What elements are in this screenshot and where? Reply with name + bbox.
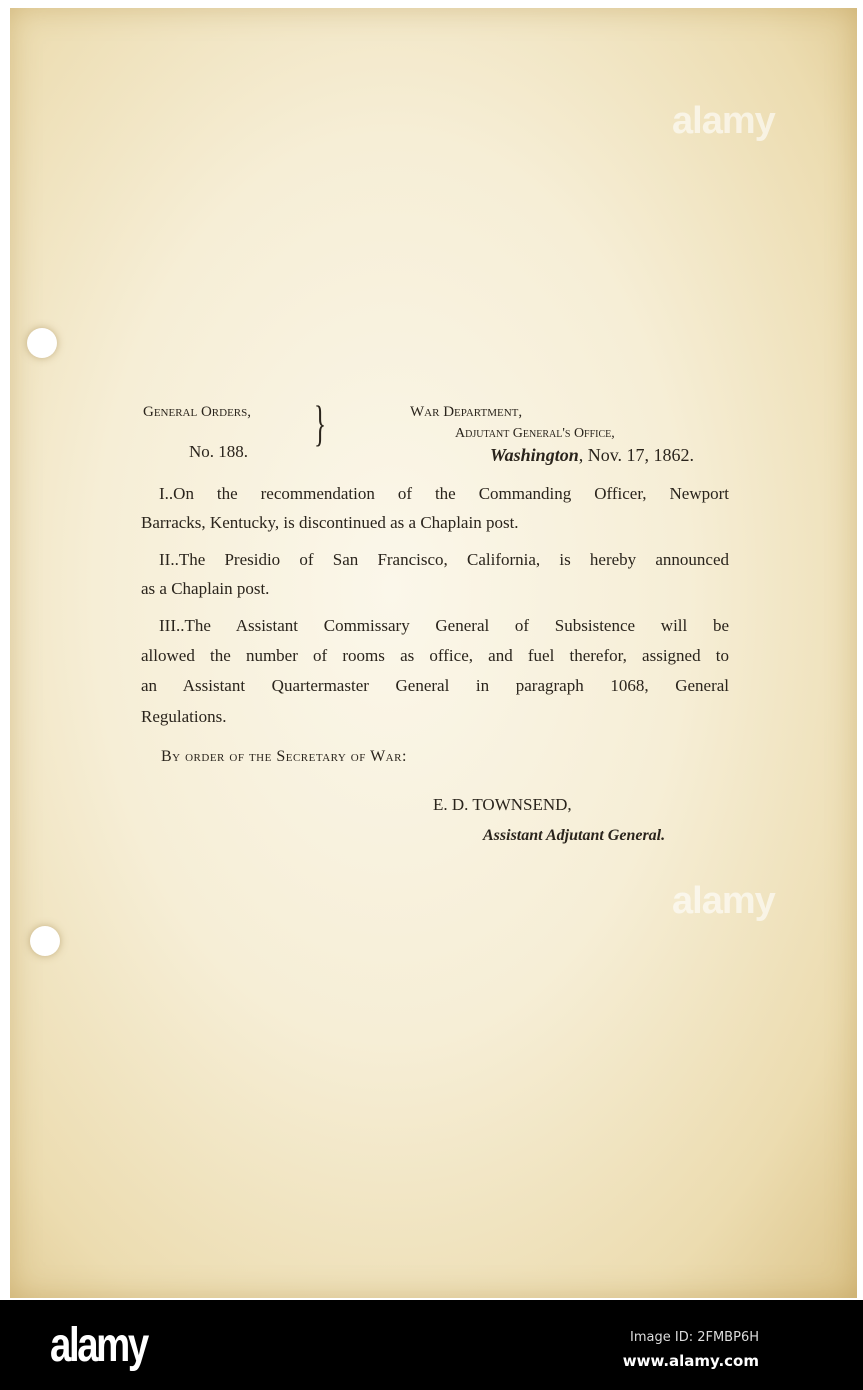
paragraph-3-line: allowed the number of rooms as office, and fuel therefor, assigned to <box>141 646 729 665</box>
watermark: alamy <box>672 880 775 922</box>
general-orders-label: General Orders, <box>143 404 252 420</box>
brace: } <box>314 395 326 451</box>
office: Adjutant General's Office, <box>455 426 615 441</box>
dateline <box>490 446 694 464</box>
paragraph-2-line: II..The Presidio of San Francisco, California, is hereby announced <box>159 550 729 569</box>
department: War Department, <box>410 404 523 420</box>
signature-title: Assistant Adjutant General. <box>483 827 666 844</box>
paragraph-3-line: Regulations. <box>141 707 227 726</box>
watermark: alamy <box>672 100 775 142</box>
paragraph-2-line: as a Chaplain post. <box>141 579 270 598</box>
date: , Nov. 17, 1862. <box>578 445 695 465</box>
paragraph-3-line: an Assistant Quartermaster General in paragraph 1068, General <box>141 676 729 695</box>
alamy-logo: alamy <box>50 1319 147 1372</box>
paragraph-1-line: Barracks, Kentucky, is discontinued as a Chaplain post. <box>141 513 519 532</box>
order-number: No. 188. <box>189 442 249 461</box>
image-id: Image ID: 2FMBP6H <box>630 1330 759 1345</box>
signature-name: E. D. TOWNSEND, <box>433 795 572 814</box>
paragraph-3-line: III..The Assistant Commissary General of Subsistence will be <box>159 616 729 635</box>
punch-hole <box>30 926 60 956</box>
place: Washington <box>490 445 579 465</box>
watermark-footer <box>0 1300 863 1390</box>
site-url: www.alamy.com <box>622 1352 759 1370</box>
paragraph-1-line: I..On the recommendation of the Commanding Officer, Newport <box>159 484 729 503</box>
by-order-line: By order of the Secretary of War: <box>161 748 407 765</box>
punch-hole <box>27 328 57 358</box>
